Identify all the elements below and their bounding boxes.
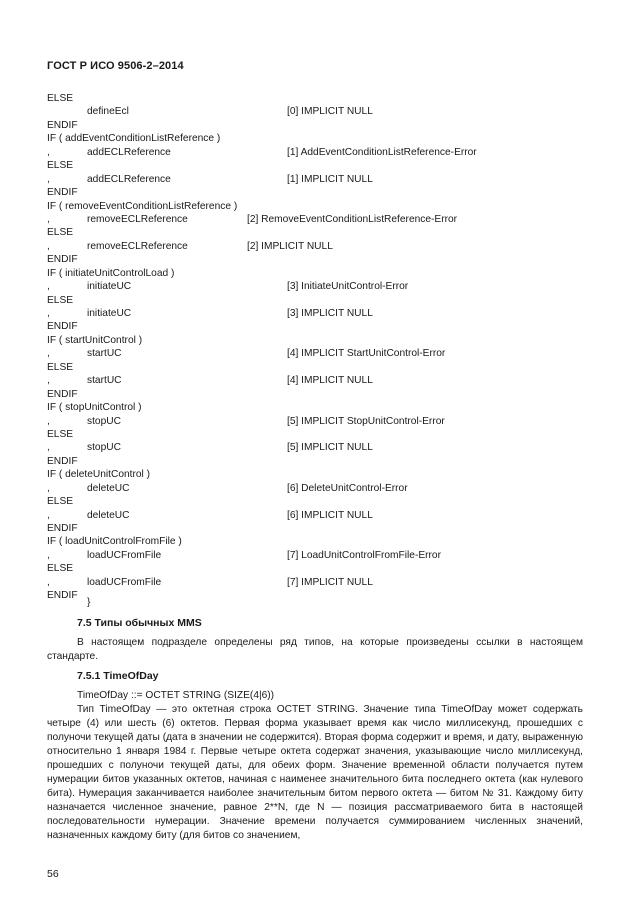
code-line (47, 509, 607, 522)
code-c3: [1] IMPLICIT NULL (287, 173, 373, 185)
code-c1: , (47, 375, 50, 387)
code-line (47, 294, 607, 307)
code-c1: ENDIF (47, 523, 78, 534)
code-line (47, 455, 607, 468)
code-c1: ELSE (47, 496, 74, 508)
code-c2: removeECLReference (87, 240, 188, 252)
code-c1: , (47, 240, 50, 252)
code-c1: , (47, 415, 50, 427)
code-c3: [3] IMPLICIT NULL (287, 308, 373, 319)
code-line (47, 401, 607, 414)
code-line (47, 92, 607, 105)
paragraph-7-5-1-text: Тип TimeOfDay — это октетная строка OCTET STRING. Значение типа TimeOfDay может содержать четыре (4) или шесть (6) октетов. Первая форма указывает время как число миллисекунд, прошедших с полуночи текущей даты (дата в значении не содержится). Вторая форма содержит и время, и дату, выраженную относительно 1 января 1984 г. Первые четыре октета содержат значения, указывающие число миллисекунд, прошедших с полуночи текущей даты, для обеих форм. Значение временной области получается путем нумерации битов указанных октетов, начиная с наименее значительного бита последнего октета (как нулевого бита). Нумерация заканчивается наиболее значительным битом первого октета — битом № 31. Каждому биту назначается численное значение, равное 2**N, где N — позиция рассматриваемого бита в настоящей последовательности нумерации. Значение времени получается суммированием численных значений, назначенных каждому биту (для битов со значением, (47, 704, 583, 841)
code-line (47, 374, 607, 387)
code-line (47, 200, 607, 213)
code-c2: addECLReference (87, 146, 171, 158)
code-c1: IF ( loadUnitControlFromFile ) (47, 536, 182, 548)
code-line (47, 589, 607, 602)
paragraph-7-5-text: В настоящем подразделе определены ряд типов, на которые произведены ссылки в настоящем стандарте. (47, 637, 583, 662)
code-c2: loadUCFromFile (87, 549, 162, 561)
code-line (47, 549, 607, 562)
code-c2: removeECLReference (87, 213, 188, 225)
closing-brace: } (87, 597, 91, 608)
code-line (47, 576, 607, 589)
code-c3: [7] IMPLICIT NULL (287, 576, 373, 588)
code-c1: ELSE (47, 361, 74, 373)
code-line (47, 562, 607, 575)
code-c1: ELSE (47, 294, 74, 306)
code-c1: ENDIF (47, 590, 78, 602)
code-c2: deleteUC (87, 509, 130, 521)
code-c3: [6] DeleteUnitControl-Error (287, 482, 408, 494)
code-c2: stopUC (87, 442, 121, 454)
code-line (47, 522, 607, 535)
code-c1: , (47, 281, 50, 293)
code-line (47, 213, 607, 226)
code-c1: , (47, 442, 50, 454)
code-line (47, 267, 607, 280)
code-c1: IF ( initiateUnitControlLoad ) (47, 267, 175, 279)
code-c1: IF ( deleteUnitControl ) (47, 469, 151, 481)
code-line (47, 253, 607, 266)
page-number: 56 (47, 868, 59, 880)
code-c1: ELSE (47, 563, 74, 575)
code-c3: [2] RemoveEventConditionListReference-Error (247, 213, 458, 225)
code-line (47, 307, 607, 320)
code-c1: ENDIF (47, 455, 78, 467)
code-c1: , (47, 173, 50, 185)
code-c3: [1] AddEventConditionListReference-Error (287, 146, 477, 158)
code-line (47, 105, 607, 118)
code-c1: , (47, 146, 50, 158)
code-line (47, 482, 607, 495)
code-c1: ENDIF (47, 388, 78, 400)
code-c3: [5] IMPLICIT NULL (287, 442, 373, 454)
code-c2: initiateUC (87, 281, 132, 293)
code-line (47, 173, 607, 186)
code-c1: ELSE (47, 160, 74, 172)
code-c1: ENDIF (47, 321, 78, 333)
section-heading-7-5: 7.5 Типы обычных MMS (77, 617, 202, 629)
section-heading-7-5-1: 7.5.1 TimeOfDay (77, 670, 159, 682)
code-line (47, 388, 607, 401)
document-header: ГОСТ Р ИСО 9506-2–2014 (47, 60, 184, 72)
code-line (47, 428, 607, 441)
code-line (47, 240, 607, 253)
code-line (47, 415, 607, 428)
code-line (47, 119, 607, 132)
paragraph-7-5-1 (47, 703, 583, 843)
code-c3: [0] IMPLICIT NULL (287, 106, 373, 118)
code-line (47, 186, 607, 199)
paragraph-7-5 (47, 636, 583, 664)
code-c1: , (47, 576, 50, 588)
code-c1: IF ( removeEventConditionListReference ) (47, 200, 238, 212)
code-c1: ELSE (47, 227, 74, 239)
code-c1: ELSE (47, 428, 74, 440)
code-c2: loadUCFromFile (87, 576, 162, 588)
code-line (47, 320, 607, 333)
code-line (47, 361, 607, 374)
code-c3: [7] LoadUnitControlFromFile-Error (287, 549, 441, 561)
code-c2: addECLReference (87, 173, 171, 185)
code-c1: ENDIF (47, 187, 78, 199)
code-line (47, 334, 607, 347)
code-line (47, 441, 607, 454)
code-c1: , (47, 348, 50, 360)
asn1-code-block (47, 92, 607, 603)
code-c3: [5] IMPLICIT StopUnitControl-Error (287, 415, 445, 427)
code-c2: deleteUC (87, 482, 130, 494)
code-c1: ELSE (47, 93, 74, 104)
code-c1: IF ( addEventConditionListReference ) (47, 133, 221, 145)
code-line (47, 159, 607, 172)
code-c3: [4] IMPLICIT NULL (287, 375, 373, 387)
code-c1: ENDIF (47, 119, 78, 131)
code-c2: initiateUC (87, 308, 132, 319)
code-c1: , (47, 213, 50, 225)
code-c1: , (47, 509, 50, 521)
code-c3: [2] IMPLICIT NULL (247, 240, 333, 252)
code-line (47, 132, 607, 145)
code-line (47, 347, 607, 360)
code-c1: IF ( startUnitControl ) (47, 334, 143, 346)
code-c2: defineEcl (87, 106, 129, 118)
code-line (47, 280, 607, 293)
code-c3: [4] IMPLICIT StartUnitControl-Error (287, 348, 446, 360)
code-line (47, 146, 607, 159)
code-c3: [3] InitiateUnitControl-Error (287, 281, 409, 293)
code-c2: stopUC (87, 415, 121, 427)
code-line (47, 468, 607, 481)
code-c1: , (47, 549, 50, 561)
code-c1: IF ( stopUnitControl ) (47, 402, 142, 414)
code-line (47, 535, 607, 548)
code-line (47, 226, 607, 239)
code-c3: [6] IMPLICIT NULL (287, 509, 373, 521)
code-c1: , (47, 308, 50, 319)
code-c2: startUC (87, 375, 122, 387)
code-c1: , (47, 482, 50, 494)
type-definition: TimeOfDay ::= OCTET STRING (SIZE(4|6)) (77, 690, 275, 701)
code-c1: ENDIF (47, 254, 78, 266)
code-c2: startUC (87, 348, 122, 360)
code-line (47, 495, 607, 508)
